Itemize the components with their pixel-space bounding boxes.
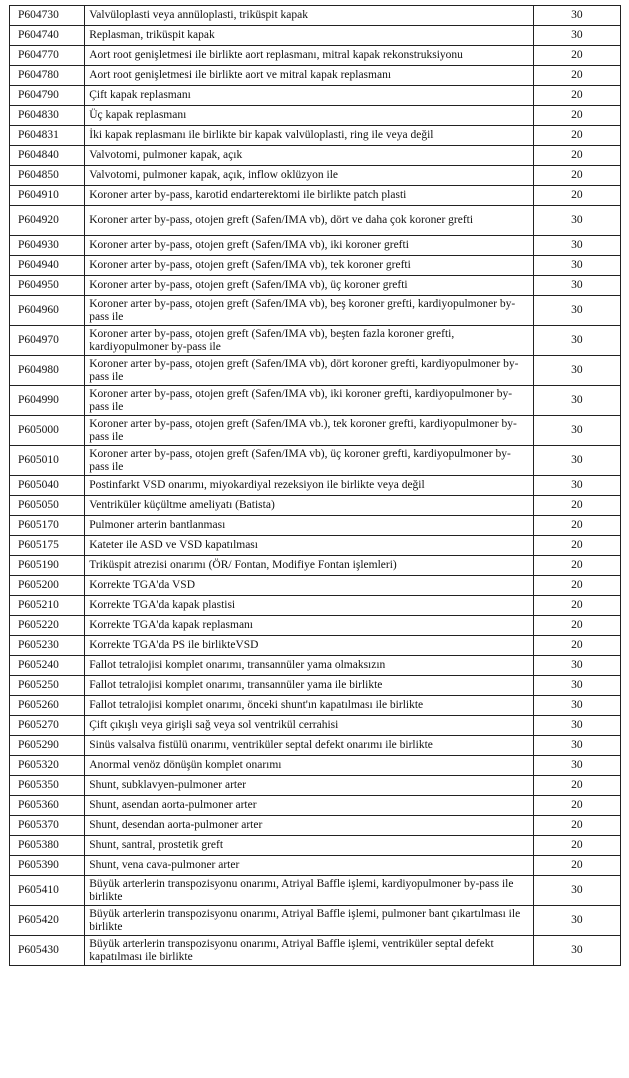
table-row (10, 356, 621, 386)
table-row (10, 736, 621, 756)
procedure-code: P605320 (10, 756, 85, 776)
procedure-description: Korrekte TGA'da VSD (85, 576, 533, 596)
procedure-points: 30 (533, 6, 620, 26)
table-row (10, 46, 621, 66)
procedure-points: 30 (533, 696, 620, 716)
procedure-points: 20 (533, 796, 620, 816)
table-row (10, 66, 621, 86)
procedure-points: 30 (533, 256, 620, 276)
procedure-points: 30 (533, 876, 620, 906)
procedure-code: P605050 (10, 496, 85, 516)
procedure-points: 30 (533, 656, 620, 676)
procedure-code: P605260 (10, 696, 85, 716)
procedure-description: Triküspit atrezisi onarımı (ÖR/ Fontan, Modifiye Fontan işlemleri) (85, 556, 533, 576)
procedure-description: Valvüloplasti veya annüloplasti, triküspit kapak (85, 6, 533, 26)
procedure-description: Shunt, vena cava-pulmoner arter (85, 856, 533, 876)
procedure-description: Kateter ile ASD ve VSD kapatılması (85, 536, 533, 556)
procedure-description: Koroner arter by-pass, otojen greft (Safen/IMA vb), dört koroner grefti, kardiyopulmoner by-pass ile (85, 356, 533, 386)
procedure-code: P605175 (10, 536, 85, 556)
procedure-points: 20 (533, 576, 620, 596)
procedure-code: P604950 (10, 276, 85, 296)
procedure-points: 20 (533, 636, 620, 656)
procedure-code: P605420 (10, 906, 85, 936)
table-row (10, 836, 621, 856)
procedure-code: P604740 (10, 26, 85, 46)
procedure-description: Replasman, triküspit kapak (85, 26, 533, 46)
procedure-points: 30 (533, 206, 620, 236)
procedure-description: Çift kapak replasmanı (85, 86, 533, 106)
table-row (10, 856, 621, 876)
procedure-code: P604770 (10, 46, 85, 66)
table-row (10, 6, 621, 26)
procedure-code: P604960 (10, 296, 85, 326)
table-row (10, 676, 621, 696)
procedure-code: P605410 (10, 876, 85, 906)
table-row (10, 476, 621, 496)
procedure-points: 20 (533, 46, 620, 66)
procedure-code: P605350 (10, 776, 85, 796)
procedure-code: P604910 (10, 186, 85, 206)
table-row (10, 776, 621, 796)
procedure-points: 30 (533, 386, 620, 416)
procedure-code: P605040 (10, 476, 85, 496)
table-row (10, 276, 621, 296)
procedure-code: P605240 (10, 656, 85, 676)
procedure-code: P605230 (10, 636, 85, 656)
procedure-code: P605220 (10, 616, 85, 636)
table-row (10, 816, 621, 836)
procedure-points: 30 (533, 446, 620, 476)
table-row (10, 146, 621, 166)
table-row (10, 656, 621, 676)
procedure-code: P605370 (10, 816, 85, 836)
table-row (10, 416, 621, 446)
procedure-points: 30 (533, 356, 620, 386)
procedure-description: Shunt, santral, prostetik greft (85, 836, 533, 856)
procedure-description: Koroner arter by-pass, karotid endarterektomi ile birlikte patch plasti (85, 186, 533, 206)
procedure-description: Shunt, asendan aorta-pulmoner arter (85, 796, 533, 816)
procedure-code: P604930 (10, 236, 85, 256)
procedure-description: Koroner arter by-pass, otojen greft (Safen/IMA vb), tek koroner grefti (85, 256, 533, 276)
table-row (10, 716, 621, 736)
procedure-points: 20 (533, 596, 620, 616)
procedure-description: Koroner arter by-pass, otojen greft (Safen/IMA vb), beşten fazla koroner grefti, kardiyopulmoner by-pass ile (85, 326, 533, 356)
procedure-points: 20 (533, 516, 620, 536)
table-row (10, 26, 621, 46)
table-row (10, 596, 621, 616)
procedure-code: P604790 (10, 86, 85, 106)
procedure-points: 30 (533, 936, 620, 966)
procedure-points: 30 (533, 326, 620, 356)
procedure-code: P605170 (10, 516, 85, 536)
procedure-description: Büyük arterlerin transpozisyonu onarımı, Atriyal Baffle işlemi, pulmoner bant çıkartılması ile birlikte (85, 906, 533, 936)
procedure-code: P604920 (10, 206, 85, 236)
procedure-points: 30 (533, 736, 620, 756)
procedure-code: P604730 (10, 6, 85, 26)
procedure-description: Fallot tetralojisi komplet onarımı, transannüler yama olmaksızın (85, 656, 533, 676)
procedure-code: P604831 (10, 126, 85, 146)
table-row (10, 386, 621, 416)
procedure-points: 30 (533, 416, 620, 446)
procedure-description: Koroner arter by-pass, otojen greft (Safen/IMA vb), dört ve daha çok koroner grefti (85, 206, 533, 236)
procedure-code: P605430 (10, 936, 85, 966)
table-row (10, 936, 621, 966)
procedure-code: P605000 (10, 416, 85, 446)
procedure-code: P605290 (10, 736, 85, 756)
procedure-points: 20 (533, 166, 620, 186)
procedure-description: Korrekte TGA'da kapak replasmanı (85, 616, 533, 636)
procedure-points: 30 (533, 26, 620, 46)
procedure-table-body (10, 6, 621, 966)
procedure-description: Shunt, subklavyen-pulmoner arter (85, 776, 533, 796)
procedure-points: 30 (533, 756, 620, 776)
procedure-points: 30 (533, 716, 620, 736)
procedure-points: 20 (533, 106, 620, 126)
procedure-description: Koroner arter by-pass, otojen greft (Safen/IMA vb), iki koroner grefti (85, 236, 533, 256)
procedure-points: 30 (533, 276, 620, 296)
procedure-description: Fallot tetralojisi komplet onarımı, önceki shunt'ın kapatılması ile birlikte (85, 696, 533, 716)
procedure-description: Ventriküler küçültme ameliyatı (Batista) (85, 496, 533, 516)
procedure-description: Üç kapak replasmanı (85, 106, 533, 126)
procedure-code: P604970 (10, 326, 85, 356)
procedure-points: 20 (533, 856, 620, 876)
table-row (10, 206, 621, 236)
procedure-points: 20 (533, 836, 620, 856)
table-row (10, 446, 621, 476)
procedure-points: 20 (533, 536, 620, 556)
procedure-points: 20 (533, 556, 620, 576)
procedure-points: 20 (533, 146, 620, 166)
procedure-table (9, 5, 621, 966)
table-row (10, 126, 621, 146)
procedure-code: P604980 (10, 356, 85, 386)
table-row (10, 906, 621, 936)
procedure-description: Büyük arterlerin transpozisyonu onarımı, Atriyal Baffle işlemi, ventriküler septal defekt kapatılması ile birlikte (85, 936, 533, 966)
table-row (10, 236, 621, 256)
procedure-description: Sinüs valsalva fistülü onarımı, ventriküler septal defekt onarımı ile birlikte (85, 736, 533, 756)
procedure-description: Koroner arter by-pass, otojen greft (Safen/IMA vb), iki koroner grefti, kardiyopulmoner by-pass ile (85, 386, 533, 416)
procedure-points: 20 (533, 616, 620, 636)
table-row (10, 256, 621, 276)
table-row (10, 296, 621, 326)
procedure-code: P605010 (10, 446, 85, 476)
procedure-points: 30 (533, 476, 620, 496)
procedure-description: Korrekte TGA'da PS ile birlikteVSD (85, 636, 533, 656)
table-row (10, 186, 621, 206)
procedure-code: P605200 (10, 576, 85, 596)
procedure-code: P604780 (10, 66, 85, 86)
procedure-description: Postinfarkt VSD onarımı, miyokardiyal rezeksiyon ile birlikte veya değil (85, 476, 533, 496)
table-row (10, 496, 621, 516)
table-row (10, 756, 621, 776)
procedure-points: 20 (533, 776, 620, 796)
procedure-code: P604830 (10, 106, 85, 126)
table-row (10, 556, 621, 576)
procedure-code: P604850 (10, 166, 85, 186)
procedure-points: 30 (533, 676, 620, 696)
table-row (10, 576, 621, 596)
procedure-points: 30 (533, 296, 620, 326)
procedure-description: Korrekte TGA'da kapak plastisi (85, 596, 533, 616)
procedure-points: 30 (533, 906, 620, 936)
table-row (10, 106, 621, 126)
table-row (10, 516, 621, 536)
procedure-points: 30 (533, 236, 620, 256)
procedure-description: Pulmoner arterin bantlanması (85, 516, 533, 536)
procedure-description: Valvotomi, pulmoner kapak, açık, inflow oklüzyon ile (85, 166, 533, 186)
procedure-code: P605360 (10, 796, 85, 816)
procedure-code: P605210 (10, 596, 85, 616)
procedure-description: Shunt, desendan aorta-pulmoner arter (85, 816, 533, 836)
procedure-code: P605270 (10, 716, 85, 736)
table-row (10, 636, 621, 656)
table-row (10, 876, 621, 906)
procedure-description: Aort root genişletmesi ile birlikte aort replasmanı, mitral kapak rekonstruksiyonu (85, 46, 533, 66)
procedure-description: Koroner arter by-pass, otojen greft (Safen/IMA vb.), tek koroner grefti, kardiyopulmoner by-pass ile (85, 416, 533, 446)
procedure-points: 20 (533, 126, 620, 146)
procedure-description: İki kapak replasmanı ile birlikte bir kapak valvüloplasti, ring ile veya değil (85, 126, 533, 146)
procedure-code: P604990 (10, 386, 85, 416)
procedure-description: Aort root genişletmesi ile birlikte aort ve mitral kapak replasmanı (85, 66, 533, 86)
procedure-description: Koroner arter by-pass, otojen greft (Safen/IMA vb), üç koroner grefti (85, 276, 533, 296)
procedure-description: Koroner arter by-pass, otojen greft (Safen/IMA vb), beş koroner grefti, kardiyopulmoner by-pass ile (85, 296, 533, 326)
procedure-description: Anormal venöz dönüşün komplet onarımı (85, 756, 533, 776)
table-row (10, 86, 621, 106)
table-row (10, 696, 621, 716)
procedure-code: P604840 (10, 146, 85, 166)
table-row (10, 616, 621, 636)
procedure-points: 20 (533, 86, 620, 106)
procedure-points: 20 (533, 186, 620, 206)
table-row (10, 166, 621, 186)
procedure-description: Fallot tetralojisi komplet onarımı, transannüler yama ile birlikte (85, 676, 533, 696)
procedure-code: P605190 (10, 556, 85, 576)
procedure-description: Büyük arterlerin transpozisyonu onarımı, Atriyal Baffle işlemi, kardiyopulmoner by-pass ile birlikte (85, 876, 533, 906)
procedure-points: 20 (533, 816, 620, 836)
procedure-code: P605250 (10, 676, 85, 696)
procedure-points: 20 (533, 66, 620, 86)
procedure-description: Çift çıkışlı veya girişli sağ veya sol ventrikül cerrahisi (85, 716, 533, 736)
procedure-description: Valvotomi, pulmoner kapak, açık (85, 146, 533, 166)
table-row (10, 326, 621, 356)
procedure-code: P605390 (10, 856, 85, 876)
procedure-description: Koroner arter by-pass, otojen greft (Safen/IMA vb), üç koroner grefti, kardiyopulmoner by-pass ile (85, 446, 533, 476)
procedure-points: 20 (533, 496, 620, 516)
procedure-code: P605380 (10, 836, 85, 856)
table-row (10, 536, 621, 556)
procedure-code: P604940 (10, 256, 85, 276)
table-row (10, 796, 621, 816)
